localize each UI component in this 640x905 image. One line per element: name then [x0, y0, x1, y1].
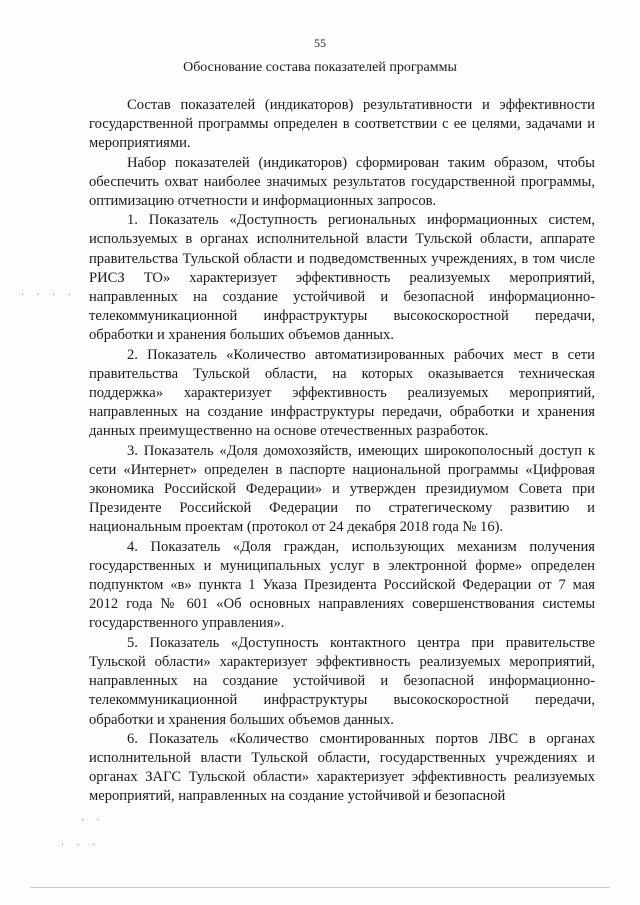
scan-artifact-bottom-mid: · · ·	[60, 840, 100, 849]
paragraph-indicator-6: 6. Показатель «Количество смонтированных портов ЛВС в органах исполнительной власти Тульской области, государственных учреждениях и органах ЗАГС Тульской области» характеризует эффективность реализуемых мероприятий, направленных на создание устойчивой и безопасной	[89, 730, 595, 805]
paragraph-indicator-2: 2. Показатель «Количество автоматизированных рабочих мест в сети правительства Тульской области, на которых оказывается техническая поддержка» характеризует эффективность реализуемых мероприятий, направленных на создание инфраструктуры передачи, обработки и хранения данных преимущественно на основе отечественных разработок.	[89, 346, 595, 440]
paragraph-intro-1: Состав показателей (индикаторов) результативности и эффективности государственной программы определен в соответствии с ее целями, задачами и мероприятиями.	[89, 97, 595, 152]
scan-artifact-bottom-line	[30, 887, 610, 888]
paragraph-indicator-1: 1. Показатель «Доступность региональных информационных систем, используемых в органах исполнительной власти Тульской области, аппарате правительства Тульской области и подведомственных учреждениях, в том числе РИСЗ ТО» характеризует эффективность реализуемых мероприятий, направленных на создание устойчивой и безопасной информационно-телекоммуникационной инфраструктуры высокоскоростной передачи, обработки и хранения больших объемов данных.	[89, 212, 595, 344]
page-number: 55	[314, 36, 326, 50]
page-title: Обоснование состава показателей программы	[183, 60, 457, 75]
paragraph-indicator-3: 3. Показатель «Доля домохозяйств, имеющих широкополосный доступ к сети «Интернет» определен в паспорте национальной программы «Цифровая экономика Российской Федерации» и утвержден президиумом Совета при Президенте Российской Федерации по стратегическому развитию и национальным проектам (протокол от 24 декабря 2018 года № 16).	[89, 442, 595, 536]
paragraph-indicator-5: 5. Показатель «Доступность контактного центра при правительстве Тульской области» характеризует эффективность реализуемых мероприятий, направленных на создание устойчивой и безопасной информационно-телекоммуникационной инфраструктуры высокоскоростной передачи, обработки и хранения больших объемов данных.	[89, 634, 595, 728]
scan-artifact-left: · · · ·	[20, 290, 75, 299]
paragraph-indicator-4: 4. Показатель «Доля граждан, использующих механизм получения государственных и муниципальных услуг в электронной форме» определен подпунктом «в» пункта 1 Указа Президента Российской Федерации от 7 мая 2012 года № 601 «Об основных направлениях совершенствования системы государственного управления».	[89, 538, 595, 632]
paragraph-intro-2: Набор показателей (индикаторов) сформирован таким образом, чтобы обеспечить охват наиболее значимых результатов государственной программы, оптимизацию отчетности и информационных запросов.	[89, 154, 595, 210]
document-body	[89, 96, 595, 807]
scan-artifact-bottom-left: · ·	[80, 815, 104, 824]
